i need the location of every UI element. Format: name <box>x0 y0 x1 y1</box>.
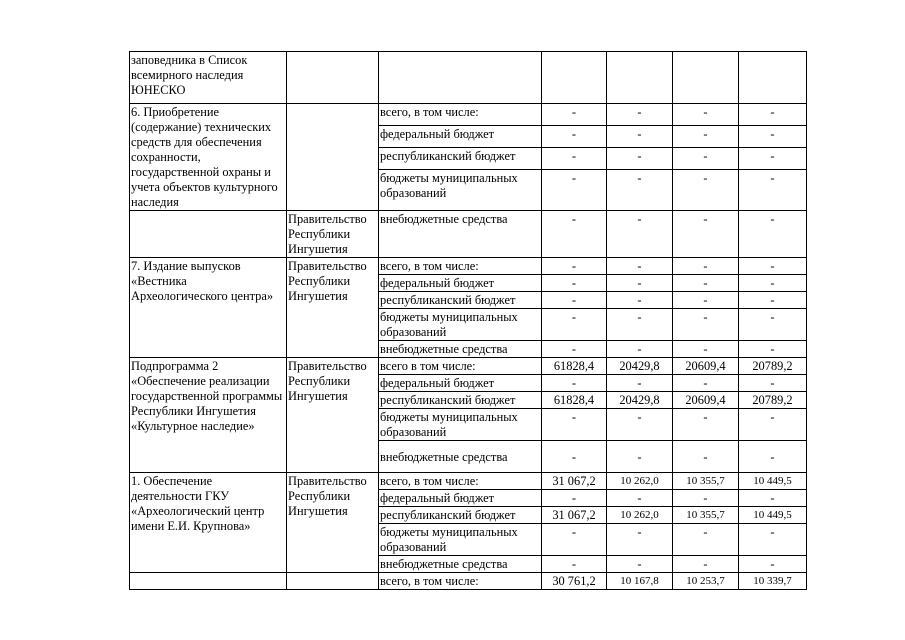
value-cell: 10 449,5 <box>739 507 807 524</box>
table-row <box>130 104 807 126</box>
source-cell: всего, в том числе: <box>379 473 542 490</box>
value-cell: 10 253,7 <box>673 573 739 590</box>
source-cell <box>379 52 542 104</box>
value-cell: 10 449,5 <box>739 473 807 490</box>
value-cell: - <box>607 309 673 341</box>
value-cell: - <box>542 341 607 358</box>
value-cell: - <box>607 341 673 358</box>
value-cell: - <box>739 275 807 292</box>
value-cell: - <box>673 169 739 210</box>
table-row <box>130 473 807 490</box>
source-cell: федеральный бюджет <box>379 375 542 392</box>
responsible-cell <box>287 52 379 104</box>
value-cell: - <box>673 125 739 147</box>
value-cell: - <box>673 524 739 556</box>
value-cell: - <box>607 292 673 309</box>
value-cell: - <box>607 275 673 292</box>
measure-name-cell <box>130 573 287 590</box>
value-cell: - <box>739 211 807 258</box>
value-cell: 61828,4 <box>542 358 607 375</box>
value-cell: - <box>542 524 607 556</box>
table-row <box>130 211 807 258</box>
value-cell: - <box>673 147 739 169</box>
value-cell: - <box>673 309 739 341</box>
value-cell: - <box>607 211 673 258</box>
value-cell: - <box>673 211 739 258</box>
value-cell: - <box>607 556 673 573</box>
value-cell: - <box>673 490 739 507</box>
value-cell: 20609,4 <box>673 358 739 375</box>
value-cell: - <box>607 258 673 275</box>
value-cell: 20609,4 <box>673 392 739 409</box>
measure-name-cell: 7. Издание выпусков «Вестника Археологического центра» <box>130 258 287 358</box>
table-row <box>130 52 807 104</box>
value-cell: 30 761,2 <box>542 573 607 590</box>
value-cell: - <box>739 441 807 473</box>
value-cell: - <box>542 104 607 126</box>
source-cell: федеральный бюджет <box>379 490 542 507</box>
value-cell: 20429,8 <box>607 358 673 375</box>
source-cell: бюджеты муниципальных образований <box>379 309 542 341</box>
responsible-cell: Правительство Республики Ингушетия <box>287 473 379 573</box>
value-cell: - <box>542 211 607 258</box>
value-cell: 20789,2 <box>739 358 807 375</box>
responsible-cell: Правительство Республики Ингушетия <box>287 358 379 473</box>
value-cell: 20789,2 <box>739 392 807 409</box>
value-cell: - <box>607 375 673 392</box>
value-cell: - <box>673 275 739 292</box>
source-cell: республиканский бюджет <box>379 392 542 409</box>
value-cell: - <box>607 147 673 169</box>
value-cell: - <box>673 104 739 126</box>
value-cell: 31 067,2 <box>542 473 607 490</box>
value-cell: 10 262,0 <box>607 507 673 524</box>
value-cell: - <box>542 275 607 292</box>
value-cell: 10 262,0 <box>607 473 673 490</box>
measure-name-cell: Подпрограмма 2 «Обеспечение реализации государственной программы Республики Ингушетия «Культурное наследие» <box>130 358 287 473</box>
value-cell: - <box>542 556 607 573</box>
value-cell: - <box>607 409 673 441</box>
value-cell: - <box>739 309 807 341</box>
source-cell: бюджеты муниципальных образований <box>379 169 542 210</box>
value-cell <box>542 52 607 104</box>
table-row <box>130 258 807 275</box>
value-cell: - <box>739 341 807 358</box>
responsible-cell: Правительство Республики Ингушетия <box>287 258 379 358</box>
value-cell: - <box>739 258 807 275</box>
source-cell: федеральный бюджет <box>379 275 542 292</box>
source-cell: бюджеты муниципальных образований <box>379 409 542 441</box>
measure-name-cell: заповедника в Список всемирного наследия ЮНЕСКО <box>130 52 287 104</box>
value-cell: - <box>673 375 739 392</box>
value-cell: - <box>542 125 607 147</box>
source-cell: всего, в том числе: <box>379 104 542 126</box>
value-cell: - <box>607 441 673 473</box>
value-cell: - <box>542 309 607 341</box>
value-cell: - <box>542 375 607 392</box>
source-cell: внебюджетные средства <box>379 441 542 473</box>
value-cell: - <box>607 490 673 507</box>
value-cell: - <box>739 147 807 169</box>
source-cell: республиканский бюджет <box>379 147 542 169</box>
value-cell: 10 355,7 <box>673 507 739 524</box>
table-row <box>130 358 807 375</box>
value-cell: 10 167,8 <box>607 573 673 590</box>
value-cell: - <box>673 441 739 473</box>
source-cell: бюджеты муниципальных образований <box>379 524 542 556</box>
value-cell: - <box>739 292 807 309</box>
value-cell: - <box>739 375 807 392</box>
value-cell: 20429,8 <box>607 392 673 409</box>
value-cell: - <box>542 147 607 169</box>
value-cell: - <box>739 125 807 147</box>
value-cell: - <box>739 169 807 210</box>
value-cell: - <box>739 524 807 556</box>
budget-table <box>129 51 807 590</box>
value-cell <box>607 52 673 104</box>
value-cell <box>739 52 807 104</box>
responsible-cell <box>287 104 379 211</box>
value-cell: - <box>673 341 739 358</box>
source-cell: всего, в том числе: <box>379 258 542 275</box>
value-cell: - <box>542 169 607 210</box>
value-cell: - <box>739 556 807 573</box>
responsible-cell <box>287 573 379 590</box>
value-cell: - <box>607 524 673 556</box>
value-cell: - <box>739 104 807 126</box>
value-cell: - <box>673 409 739 441</box>
source-cell: внебюджетные средства <box>379 556 542 573</box>
value-cell: - <box>607 169 673 210</box>
value-cell: - <box>673 556 739 573</box>
value-cell: 31 067,2 <box>542 507 607 524</box>
source-cell: внебюджетные средства <box>379 211 542 258</box>
source-cell: республиканский бюджет <box>379 507 542 524</box>
value-cell: - <box>739 409 807 441</box>
value-cell: - <box>673 258 739 275</box>
value-cell: - <box>542 409 607 441</box>
value-cell: - <box>542 292 607 309</box>
source-cell: всего в том числе: <box>379 358 542 375</box>
source-cell: внебюджетные средства <box>379 341 542 358</box>
measure-name-cell-continued <box>130 211 287 258</box>
source-cell: всего, в том числе: <box>379 573 542 590</box>
value-cell: 10 355,7 <box>673 473 739 490</box>
value-cell: 61828,4 <box>542 392 607 409</box>
measure-name-cell: 6. Приобретение (содержание) технических средств для обеспечения сохранности, государственной охраны и учета объектов культурного наследия <box>130 104 287 211</box>
value-cell: 10 339,7 <box>739 573 807 590</box>
value-cell: - <box>607 125 673 147</box>
value-cell: - <box>542 258 607 275</box>
value-cell <box>673 52 739 104</box>
value-cell: - <box>607 104 673 126</box>
source-cell: федеральный бюджет <box>379 125 542 147</box>
value-cell: - <box>542 441 607 473</box>
measure-name-cell: 1. Обеспечение деятельности ГКУ «Археологический центр имени Е.И. Крупнова» <box>130 473 287 573</box>
value-cell: - <box>739 490 807 507</box>
value-cell: - <box>673 292 739 309</box>
source-cell: республиканский бюджет <box>379 292 542 309</box>
value-cell: - <box>542 490 607 507</box>
table-row <box>130 573 807 590</box>
responsible-cell: Правительство Республики Ингушетия <box>287 211 379 258</box>
